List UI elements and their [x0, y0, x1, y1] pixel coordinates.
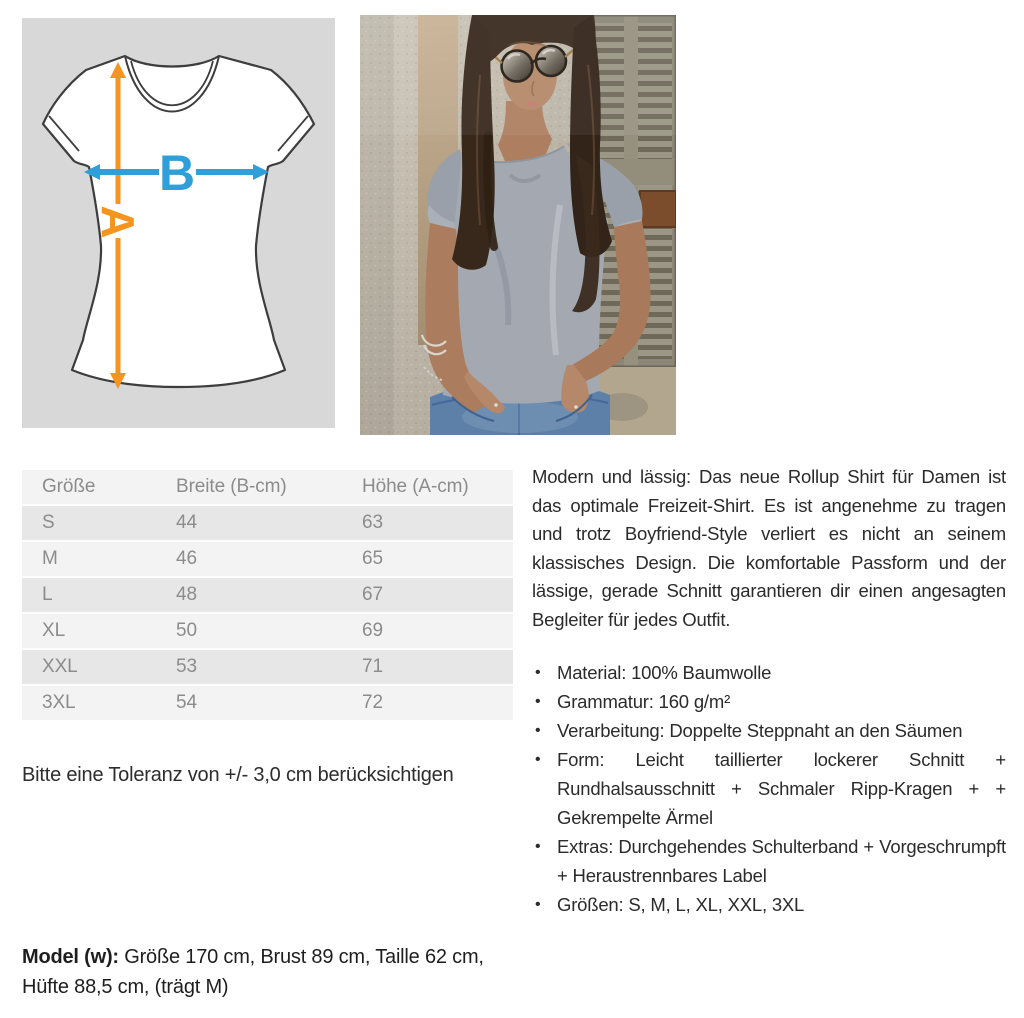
table-row-xxl — [22, 650, 513, 684]
cell-size: XXL — [42, 656, 78, 677]
cell-breite: 44 — [176, 512, 197, 533]
bullet-icon: • — [535, 896, 541, 913]
cell-breite: 46 — [176, 548, 197, 569]
feature-form — [532, 745, 1006, 832]
cell-hoehe: 63 — [362, 512, 383, 533]
product-photo — [360, 15, 676, 435]
feature-groessen — [532, 890, 1006, 919]
cell-hoehe: 65 — [362, 548, 383, 569]
cell-breite: 53 — [176, 656, 197, 677]
cell-size: 3XL — [42, 692, 76, 713]
table-header-row — [22, 470, 513, 504]
size-diagram — [22, 18, 335, 428]
feature-list — [532, 658, 1006, 919]
cell-hoehe: 72 — [362, 692, 383, 713]
column-header-hoehe: Höhe (A-cm) — [362, 476, 469, 497]
feature-text: Form: Leicht taillierter lockerer Schnitt + Rundhalsausschnitt + Schmaler Ripp-Kragen + + Gekrempelte Ärmel — [557, 749, 1006, 828]
product-details — [532, 463, 1006, 919]
bullet-icon: • — [535, 722, 541, 739]
tshirt-measure-drawing — [22, 18, 335, 428]
table-row-xl — [22, 614, 513, 648]
feature-text: Größen: S, M, L, XL, XXL, 3XL — [557, 894, 805, 915]
measure-label-b: B — [158, 145, 196, 201]
feature-material — [532, 658, 1006, 687]
feature-text: Material: 100% Baumwolle — [557, 662, 772, 683]
cell-hoehe: 69 — [362, 620, 383, 641]
cell-breite: 48 — [176, 584, 197, 605]
bullet-icon: • — [535, 693, 541, 710]
cell-size: M — [42, 548, 58, 569]
feature-text: Extras: Durchgehendes Schulterband + Vorgeschrumpft + Heraustrennbares Label — [557, 836, 1006, 886]
cell-size: L — [42, 584, 53, 605]
feature-text: Grammatur: 160 g/m² — [557, 691, 731, 712]
product-description: Modern und lässig: Das neue Rollup Shirt für Damen ist das optimale Freizeit-Shirt. Es ist angenehme zu tragen und trotz Boyfriend-Style verliert es nicht an seinem klassisches Design. Die komfortable Passform und der lässige, gerade Schnitt garantieren dir einen angesagten Begleiter für jedes Outfit. — [532, 466, 1006, 630]
bullet-icon: • — [535, 664, 541, 681]
feature-text: Verarbeitung: Doppelte Steppnaht an den Säumen — [557, 720, 963, 741]
model-label: Model (w): — [22, 946, 119, 968]
bullet-icon: • — [535, 838, 541, 855]
table-row-s — [22, 506, 513, 540]
table-row-l — [22, 578, 513, 612]
tolerance-note: Bitte eine Toleranz von +/- 3,0 cm berücksichtigen — [22, 764, 454, 786]
model-text: Größe 170 cm, Brust 89 cm, Taille 62 cm, Hüfte 88,5 cm, (trägt M) — [22, 946, 484, 998]
measure-label-a: A — [92, 205, 144, 239]
feature-extras — [532, 832, 1006, 890]
cell-hoehe: 67 — [362, 584, 383, 605]
column-header-groesse: Größe — [42, 476, 96, 497]
size-table — [22, 470, 513, 722]
cell-size: XL — [42, 620, 66, 641]
bullet-icon: • — [535, 751, 541, 768]
cell-breite: 50 — [176, 620, 197, 641]
cell-breite: 54 — [176, 692, 197, 713]
cell-hoehe: 71 — [362, 656, 383, 677]
column-header-breite: Breite (B-cm) — [176, 476, 287, 497]
cell-size: S — [42, 512, 55, 533]
table-row-m — [22, 542, 513, 576]
feature-verarbeitung — [532, 716, 1006, 745]
model-measurements — [22, 942, 527, 1002]
table-row-3xl — [22, 686, 513, 720]
tshirt-outline — [43, 56, 314, 387]
feature-grammatur — [532, 687, 1006, 716]
